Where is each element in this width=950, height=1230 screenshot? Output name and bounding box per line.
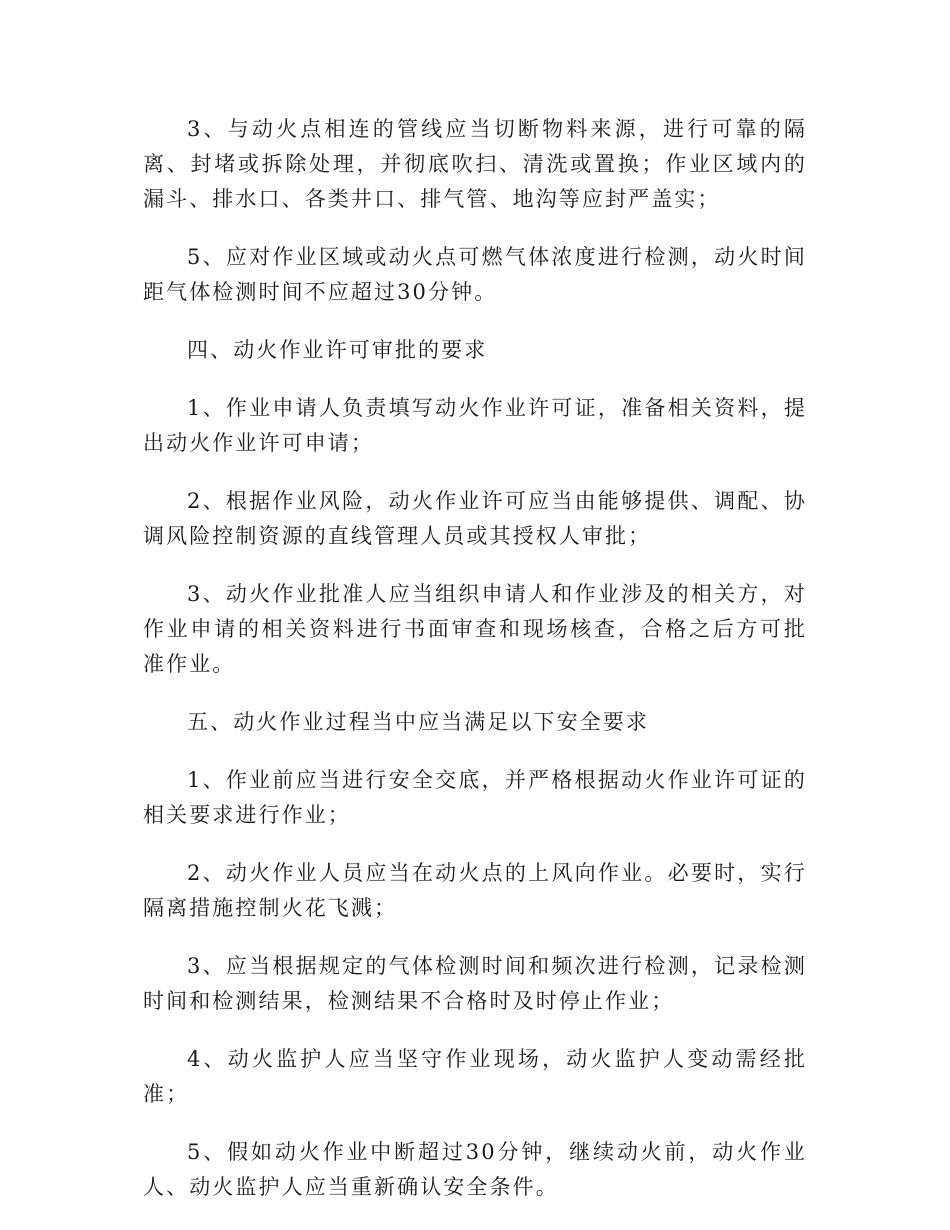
paragraph-supervisor: 4、动火监护人应当坚守作业现场，动火监护人变动需经批准； — [143, 1047, 807, 1106]
section-heading-approval: 四、动火作业许可审批的要求 — [187, 338, 488, 362]
paragraph-gas-detection: 5、应对作业区域或动火点可燃气体浓度进行检测，动火时间距气体检测时间不应超过30分钟。 — [143, 245, 807, 304]
document-page — [143, 112, 807, 1228]
paragraph-detection-frequency: 3、应当根据规定的气体检测时间和频次进行检测，记录检测时间和检测结果，检测结果不合格时及时停止作业； — [143, 954, 807, 1013]
section-heading-safety: 五、动火作业过程当中应当满足以下安全要求 — [187, 710, 649, 734]
paragraph-pipeline-isolation: 3、与动火点相连的管线应当切断物料来源，进行可靠的隔离、封堵或拆除处理，并彻底吹扫、清洗或置换；作业区域内的漏斗、排水口、各类井口、排气管、地沟等应封严盖实； — [143, 117, 807, 211]
paragraph-approver-review: 3、动火作业批准人应当组织申请人和作业涉及的相关方，对作业申请的相关资料进行书面审查和现场核查，合格之后方可批准作业。 — [143, 582, 807, 676]
paragraph-safety-briefing: 1、作业前应当进行安全交底，并严格根据动火作业许可证的相关要求进行作业； — [143, 768, 807, 827]
paragraph-upwind-work: 2、动火作业人员应当在动火点的上风向作业。必要时，实行隔离措施控制火花飞溅； — [143, 861, 807, 920]
paragraph-risk-approval: 2、根据作业风险，动火作业许可应当由能够提供、调配、协调风险控制资源的直线管理人员或其授权人审批； — [143, 489, 807, 548]
paragraph-interruption: 5、假如动火作业中断超过30分钟，继续动火前，动火作业人、动火监护人应当重新确认安全条件。 — [143, 1140, 807, 1199]
paragraph-applicant: 1、作业申请人负责填写动火作业许可证，准备相关资料，提出动火作业许可申请； — [143, 396, 807, 455]
